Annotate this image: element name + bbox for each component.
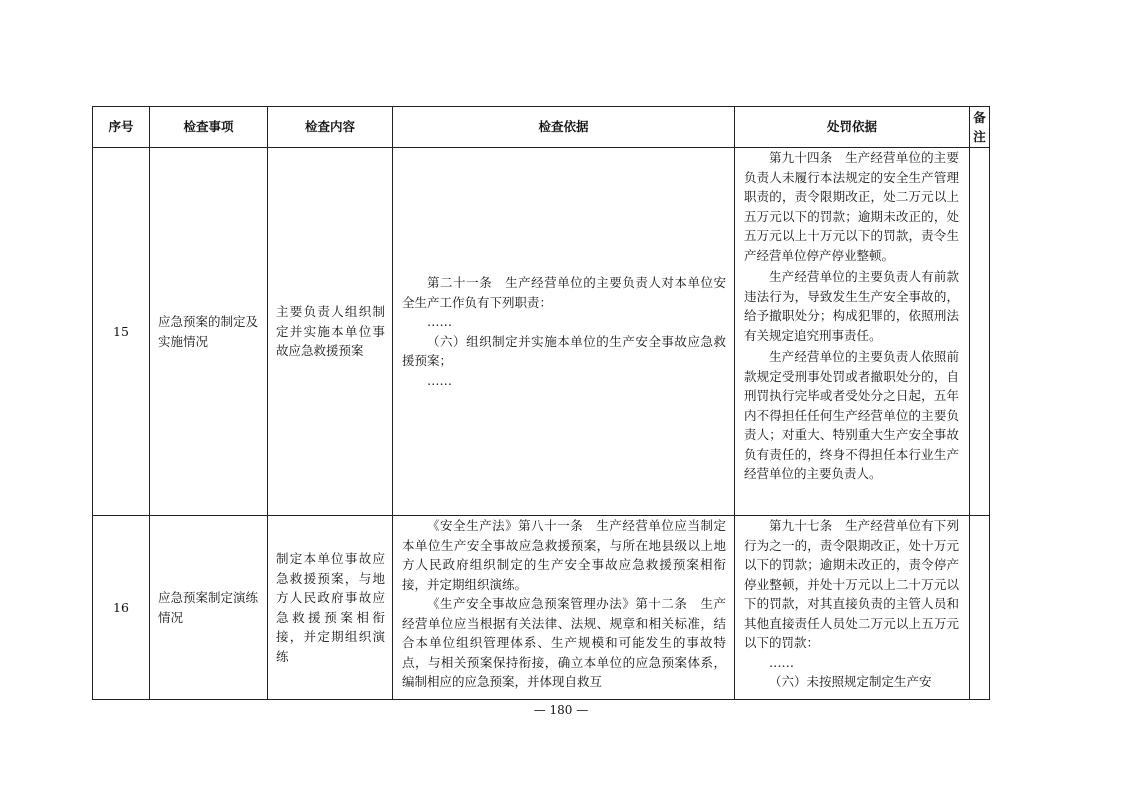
- penalty-paragraph: 第九十四条 生产经营单位的主要负责人未履行本法规定的安全生产管理职责的，责令限期改正，处二万元以上五万元以下的罚款；逾期未改正的，处五万元以上十万元以下的罚款，责令生产经营单位停产停业整顿。: [744, 150, 959, 263]
- header-basis: 检查依据: [393, 107, 735, 148]
- inspection-item: 应急预案的制定及实施情况: [150, 148, 268, 516]
- inspection-table: [92, 106, 990, 700]
- inspection-basis: [393, 148, 735, 516]
- remark-cell: [970, 516, 990, 700]
- header-item: 检查事项: [150, 107, 268, 148]
- basis-paragraph: （六）组织制定并实施本单位的生产安全事故应急救援预案；: [402, 333, 726, 368]
- inspection-basis: [393, 516, 735, 700]
- penalty-ellipsis: ……: [769, 654, 794, 670]
- header-no: 序号: [93, 107, 150, 148]
- penalty-paragraph: 生产经营单位的主要负责人依照前款规定受刑事处罚或者撤职处分的，自刑罚执行完毕或者受处分之日起，五年内不得担任任何生产经营单位的主要负责人；对重大、特别重大生产安全事故负有责任的，终身不得担任本行业生产经营单位的主要负责人。: [744, 349, 959, 481]
- penalty-basis: [735, 148, 970, 516]
- remark-cell: [970, 148, 990, 516]
- inspection-content: 制定本单位事故应急救援预案，与地方人民政府事故应急救援预案相衔接，并定期组织演练: [268, 516, 393, 700]
- header-remark: 备注: [970, 107, 990, 148]
- penalty-paragraph: 第九十七条 生产经营单位有下列行为之一的，责令限期改正，处十万元以下的罚款；逾期未改正的，责令停产停业整顿，并处十万元以上二十万元以下的罚款，对其直接负责的主管人员和其他直接责任人员处二万元以上五万元以下的罚款：: [744, 518, 959, 650]
- basis-paragraph: 《安全生产法》第八十一条 生产经营单位应当制定本单位生产安全事故应急救援预案，与所在地县级以上地方人民政府组织制定的生产安全事故应急救援预案相衔接，并定期组织演练。: [402, 518, 726, 592]
- basis-paragraph: 第二十一条 生产经营单位的主要负责人对本单位安全生产工作负有下列职责：: [402, 275, 726, 310]
- penalty-basis: [735, 516, 970, 700]
- table-header-row: [93, 107, 990, 148]
- basis-ellipsis: ……: [427, 372, 452, 388]
- penalty-paragraph: 生产经营单位的主要负责人有前款违法行为，导致发生生产安全事故的，给予撤职处分；构成犯罪的，依照刑法有关规定追究刑事责任。: [744, 269, 959, 343]
- table-row: [93, 516, 990, 700]
- penalty-paragraph: （六）未按照规定制定生产安: [769, 674, 932, 689]
- inspection-item: 应急预案制定演练情况: [150, 516, 268, 700]
- row-number: 15: [93, 148, 150, 516]
- row-number: 16: [93, 516, 150, 700]
- table-row: [93, 148, 990, 516]
- page-number: — 180 —: [533, 703, 589, 717]
- header-content: 检查内容: [268, 107, 393, 148]
- header-penalty: 处罚依据: [735, 107, 970, 148]
- basis-ellipsis: ……: [427, 314, 452, 329]
- inspection-content: 主要负责人组织制定并实施本单位事故应急救援预案: [268, 148, 393, 516]
- basis-paragraph: 《生产安全事故应急预案管理办法》第十二条 生产经营单位应当根据有关法律、法规、规章和相关标准，结合本单位组织管理体系、生产规模和可能发生的事故特点，与相关预案保持衔接，确立本单位的应急预案体系，编制相应的应急预案，并体现自救互: [402, 596, 726, 689]
